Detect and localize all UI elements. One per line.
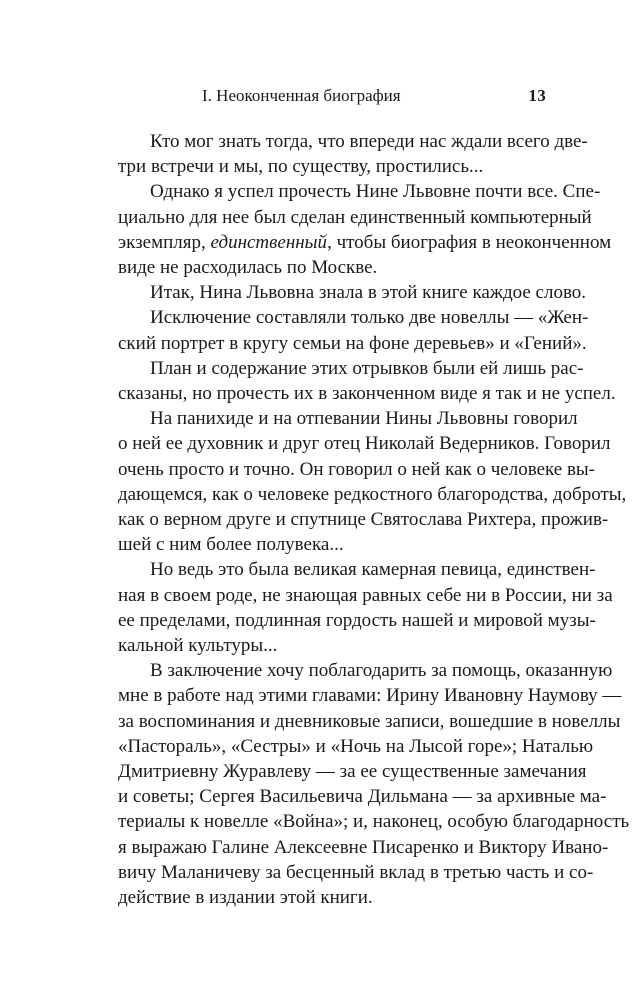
- text-line: На панихиде и на отпевании Нины Львовны говорил: [150, 408, 578, 430]
- text-line: циально для нее был сделан единственный компьютерный: [118, 206, 592, 228]
- paragraph-5: [118, 356, 616, 406]
- text-line: Кто мог знать тогда, что впереди нас ждали всего две-: [150, 131, 588, 152]
- text-line: Однако я успел прочесть Нине Львовне почти все. Спе-: [150, 181, 601, 203]
- text-line: мне в работе над этими главами: Ирину Ивановну Наумову —: [118, 685, 622, 707]
- text-line: шей с ним более полувека...: [118, 534, 344, 556]
- text-line: действие в издании этой книги.: [118, 887, 373, 909]
- text-line: ее пределами, подлинная гордость нашей и мировой музы-: [118, 609, 596, 631]
- text-line: Исключение составляли только две новеллы — «Жен-: [150, 307, 589, 329]
- text-line: виде не расходилась по Москве.: [118, 257, 378, 279]
- text-line: и советы; Сергея Васильевича Дильмана — за архивные ма-: [118, 786, 607, 808]
- text-line: В заключение хочу поблагодарить за помощь, оказанную: [150, 660, 613, 682]
- text-line: Но ведь это была великая камерная певица, единствен-: [150, 559, 596, 581]
- paragraph-6: [118, 406, 627, 557]
- text-line: «Пастораль», «Сестры» и «Ночь на Лысой горе»; Наталью: [118, 735, 594, 757]
- text-fragment: экземпляр,: [118, 231, 211, 253]
- text-line: вичу Маланичеву за бесценный вклад в третью часть и со-: [118, 861, 594, 883]
- paragraph-7: [118, 557, 613, 658]
- text-line: три встречи и мы, по существу, простились...: [118, 156, 484, 178]
- page-number: 13: [528, 86, 546, 105]
- text-line: кальной культуры...: [118, 635, 278, 657]
- running-title: I. Неоконченная биография: [202, 86, 401, 105]
- paragraph-8: [118, 658, 630, 910]
- text-line: о ней ее духовник и друг отец Николай Ведерников. Говорил: [118, 433, 611, 455]
- text-line: сказаны, но прочесть их в законченном виде я так и не успел.: [118, 383, 616, 405]
- text-line: как о верном друге и спутнице Святослава Рихтера, прожив-: [118, 509, 609, 531]
- text-line: План и содержание этих отрывков были ей лишь рас-: [150, 357, 584, 379]
- italic-word: единственный: [210, 231, 328, 253]
- text-line: очень просто и точно. Он говорил о ней как о человеке вы-: [118, 458, 596, 480]
- paragraph-2: [118, 179, 612, 280]
- running-head: [118, 84, 546, 108]
- paragraph-4: [118, 305, 589, 355]
- text-line-mixed: [118, 230, 612, 255]
- paragraph-1: [118, 129, 588, 179]
- body-text: [118, 129, 630, 910]
- text-line: ский портрет в кругу семьи на фоне деревьев» и «Гений».: [118, 332, 587, 354]
- text-fragment: , чтобы биография в неоконченном: [327, 231, 612, 253]
- text-line: Дмитриевну Журавлеву — за ее существенные замечания: [118, 761, 587, 783]
- text-line: за воспоминания и дневниковые записи, вошедшие в новеллы: [118, 710, 621, 732]
- text-line: териалы к новелле «Война»; и, наконец, особую благодарность: [118, 811, 630, 833]
- paragraph-3: [118, 280, 587, 305]
- text-line: Итак, Нина Львовна знала в этой книге каждое слово.: [150, 282, 587, 304]
- text-line: я выражаю Галине Алексеевне Писаренко и Виктору Ивано-: [118, 836, 609, 858]
- text-line: ная в своем роде, не знающая равных себе ни в России, ни за: [118, 584, 613, 606]
- text-line: дающемся, как о человеке редкостного благородства, доброты,: [118, 483, 627, 505]
